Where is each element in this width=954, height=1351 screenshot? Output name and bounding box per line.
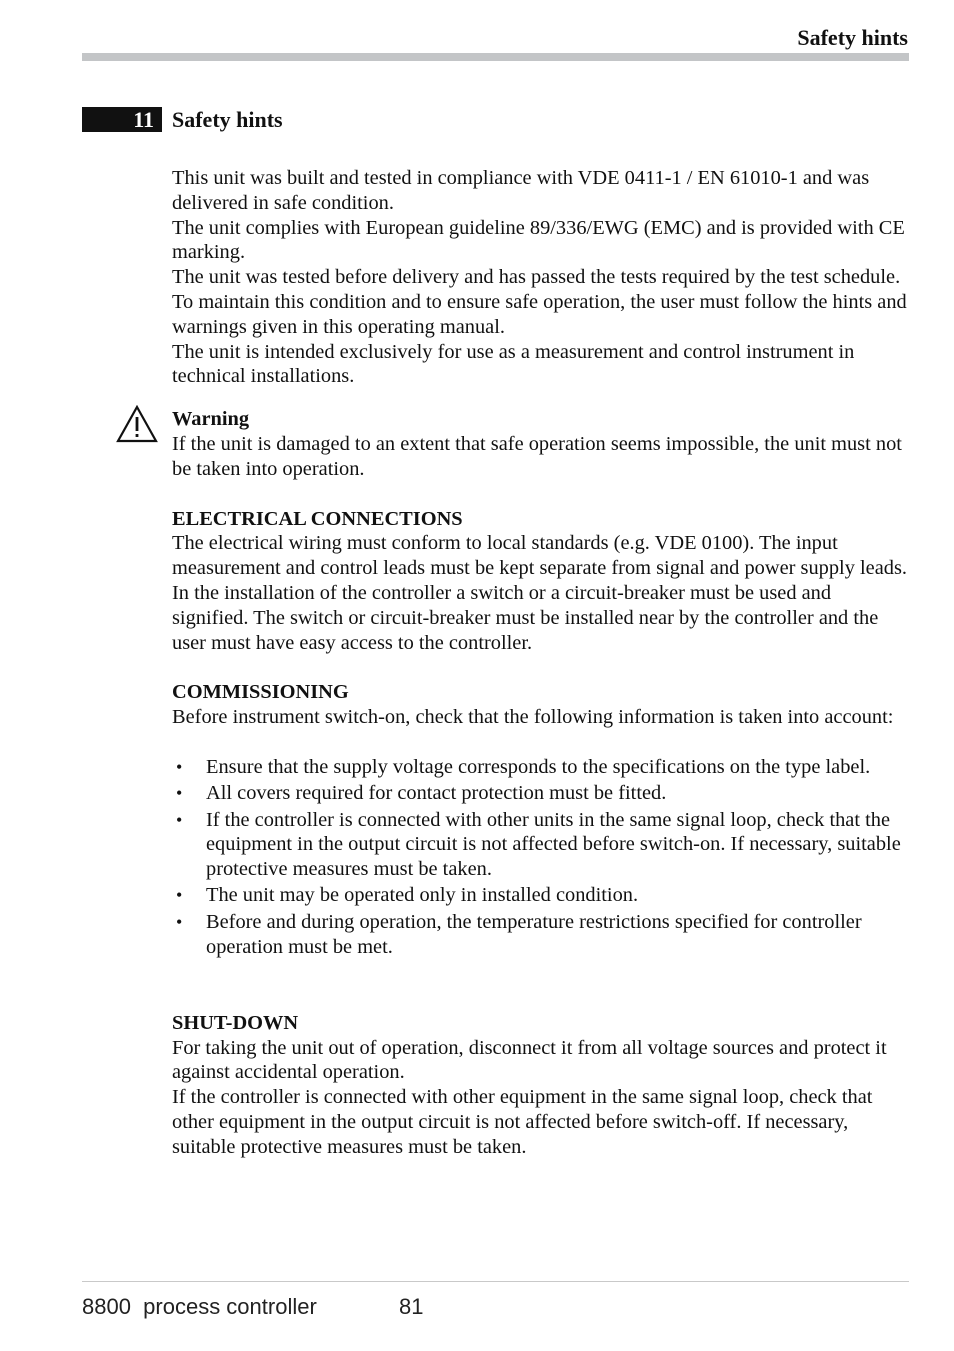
list-item [172, 808, 912, 882]
intro-paragraph: The unit complies with European guideline 89/336/EWG (EMC) and is provided with CE marking. [172, 216, 905, 264]
list-item [172, 781, 912, 806]
header-rule [82, 53, 909, 61]
list-item-text: The unit may be operated only in installed condition. [206, 884, 639, 907]
section-title: Safety hints [172, 107, 283, 132]
shutdown-paragraph: For taking the unit out of operation, disconnect it from all voltage sources and protect it against accidental operation. [172, 1036, 887, 1084]
shutdown-paragraph: If the controller is connected with other equipment in the same signal loop, check that other equipment in the output circuit is not affected before switch-off. If necessary, suitable protective measures must be taken. [172, 1086, 873, 1158]
section-number-badge: 11 [82, 107, 162, 132]
bullet-icon: • [176, 783, 183, 804]
warning-triangle-icon [116, 405, 158, 443]
warning-title: Warning [172, 408, 250, 431]
page-number: 81 [399, 1294, 424, 1319]
bullet-icon: • [176, 756, 183, 777]
list-item [172, 910, 912, 960]
list-item-text: Ensure that the supply voltage corresponds to the specifications on the type label. [206, 755, 871, 778]
list-item-text: Before and during operation, the temperature restrictions specified for controller operation must be met. [206, 910, 862, 958]
shutdown-heading: SHUT-DOWN [172, 1011, 299, 1034]
bullet-icon: • [176, 885, 183, 906]
commissioning-heading: COMMISSIONING [172, 681, 349, 704]
intro-paragraph: This unit was built and tested in compliance with VDE 0411-1 / EN 61010-1 and was delivered in safe condition. [172, 167, 870, 214]
warning-text: If the unit is damaged to an extent that safe operation seems impossible, the unit must not be taken into operation. [172, 432, 902, 480]
commissioning-checklist [172, 755, 912, 959]
electrical-heading: ELECTRICAL CONNECTIONS [172, 507, 463, 530]
bullet-icon: • [176, 911, 183, 932]
warning-block [172, 407, 912, 481]
intro-paragraph: The unit was tested before delivery and has passed the tests required by the test schedule. To maintain this condition and to ensure safe operation, the user must follow the hints and warnings given in this operating manual. [172, 266, 907, 338]
footer-rule [82, 1281, 909, 1282]
bullet-icon: • [176, 809, 183, 830]
footer-product-name: 8800 process controller [82, 1294, 317, 1319]
electrical-paragraph: The electrical wiring must conform to local standards (e.g. VDE 0100). The input measurement and control leads must be kept separate from signal and power supply leads. [172, 532, 907, 580]
list-item-text: If the controller is connected with other units in the same signal loop, check that the equipment in the output circuit is not affected before switch-on. If necessary, suitable protective measures must be taken. [206, 808, 901, 881]
list-item-text: All covers required for contact protection must be fitted. [206, 782, 667, 805]
commissioning-intro: Before instrument switch-on, check that the following information is taken into account: [172, 706, 894, 729]
page-body [172, 166, 912, 1160]
list-item [172, 755, 912, 780]
running-header-title: Safety hints [797, 25, 908, 50]
intro-paragraph: The unit is intended exclusively for use as a measurement and control instrument in technical installations. [172, 340, 855, 388]
electrical-paragraph: In the installation of the controller a switch or a circuit-breaker must be used and signified. The switch or circuit-breaker must be installed near by the controller and the user must have easy access to the controller. [172, 581, 879, 654]
list-item [172, 883, 912, 908]
